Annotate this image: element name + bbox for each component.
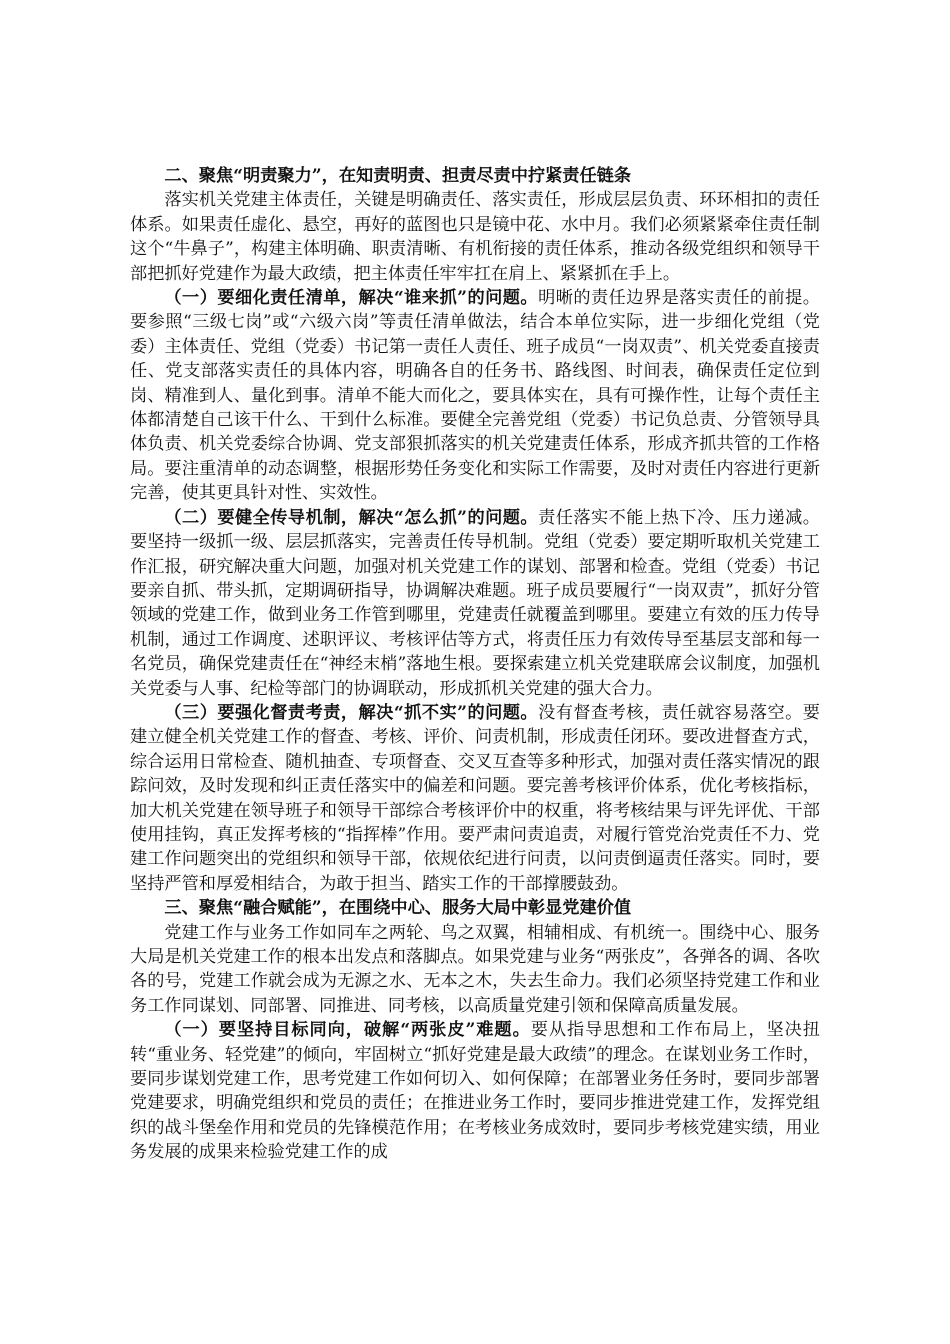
paragraph: [130, 701, 820, 896]
paragraph-lead: （一）要细化责任清单，解决“谁来抓”的问题。: [164, 288, 539, 309]
paragraph-lead: （三）要强化督责考责，解决“抓不实”的问题。: [164, 702, 539, 723]
paragraph: [130, 1018, 820, 1164]
paragraph-body: 没有督查考核，责任就容易落空。要建立健全机关党建工作的督查、考核、评价、问责机制，形成责任闭环。要改进督查方式，综合运用日常检查、随机抽查、专项督查、交叉互查等多种形式，加强对责任落实情况的跟踪问效，及时发现和纠正责任落实中的偏差和问题。要完善考核评价体系，优化考核指标，加大机关党建在领导班子和领导干部综合考核评价中的权重，将考核结果与评先评优、干部使用挂钩，真正发挥考核的“指挥棒”作用。要严肃问责追责，对履行管党治党责任不力、党建工作问题突出的党组织和领导干部，依规依纪进行问责，以问责倒逼责任落实。同时，要坚持严管和厚爱相结合，为敢于担当、踏实工作的干部撑腰鼓劲。: [130, 702, 820, 894]
paragraph-body: 要从指导思想和工作布局上，坚决扭转“重业务、轻党建”的倾向，牢固树立“抓好党建是最大政绩”的理念。在谋划业务工作时，要同步谋划党建工作，思考党建工作如何切入、如何保障；在部署业务任务时，要同步部署党建要求，明确党组织和党员的责任；在推进业务工作时，要同步推进党建工作，发挥党组织的战斗堡垒作用和党员的先锋模范作用；在考核业务成效时，要同步考核党建实绩，用业务发展的成果来检验党建工作的成: [130, 1020, 820, 1163]
paragraph-lead: （一）要坚持目标同向，破解“两张皮”难题。: [164, 1020, 531, 1041]
paragraph-body: 责任落实不能上热下冷、压力递减。要坚持一级抓一级、层层抓落实，完善责任传导机制。党组（党委）要定期听取机关党建工作汇报，研究解决重大问题，加强对机关党建工作的谋划、部署和检查。党组（党委）书记要亲自抓、带头抓，定期调研指导，协调解决难题。班子成员要履行“一岗双责”，抓好分管领域的党建工作，做到业务工作管到哪里，党建责任就覆盖到哪里。要建立有效的压力传导机制，通过工作调度、述职评议、考核评估等方式，将责任压力有效传导至基层支部和每一名党员，确保党建责任在“神经末梢”落地生根。要探索建立机关党建联席会议制度，加强机关党委与人事、纪检等部门的协调联动，形成抓机关党建的强大合力。: [130, 507, 820, 699]
paragraph-body: 明晰的责任边界是落实责任的前提。要参照“三级七岗”或“六级六岗”等责任清单做法，结合本单位实际，进一步细化党组（党委）主体责任、党组（党委）书记第一责任人责任、班子成员“一岗双责”、机关党委直接责任、党支部落实责任的具体内容，明确各自的任务书、路线图、时间表，确保责任定位到岗、精准到人、量化到事。清单不能大而化之，要具体实在，具有可操作性，让每个责任主体都清楚自己该干什么、干到什么标准。要健全完善党组（党委）书记负总责、分管领导具体负责、机关党委综合协调、党支部狠抓落实的机关党建责任体系，形成齐抓共管的工作格局。要注重清单的动态调整，根据形势任务变化和实际工作需要，及时对责任内容进行更新完善，使其更具针对性、实效性。: [130, 288, 820, 504]
paragraph: [130, 286, 820, 506]
paragraph-lead: （二）要健全传导机制，解决“怎么抓”的问题。: [164, 507, 539, 528]
paragraph: 落实机关党建主体责任，关键是明确责任、落实责任，形成层层负责、环环相扣的责任体系。如果责任虚化、悬空，再好的蓝图也只是镜中花、水中月。我们必须紧紧牵住责任制这个“牛鼻子”，构建主体明确、职责清晰、有机衔接的责任体系，推动各级党组织和领导干部把抓好党建作为最大政绩，把主体责任牢牢扛在肩上、紧紧抓在手上。: [130, 190, 820, 284]
paragraph: 党建工作与业务工作如同车之两轮、鸟之双翼，相辅相成、有机统一。围绕中心、服务大局是机关党建工作的根本出发点和落脚点。如果党建与业务“两张皮”，各弹各的调、各吹各的号，党建工作就会成为无源之水、无本之木，失去生命力。我们必须坚持党建工作和业务工作同谋划、同部署、同推进、同考核，以高质量党建引领和保障高质量发展。: [130, 922, 820, 1016]
paragraph: [130, 506, 820, 701]
section-heading: 三、聚焦“融合赋能”，在围绕中心、服务大局中彰显党建价值: [164, 898, 632, 919]
document-body: [130, 164, 820, 1165]
section-heading: 二、聚焦“明责聚力”，在知责明责、担责尽责中拧紧责任链条: [164, 166, 632, 186]
